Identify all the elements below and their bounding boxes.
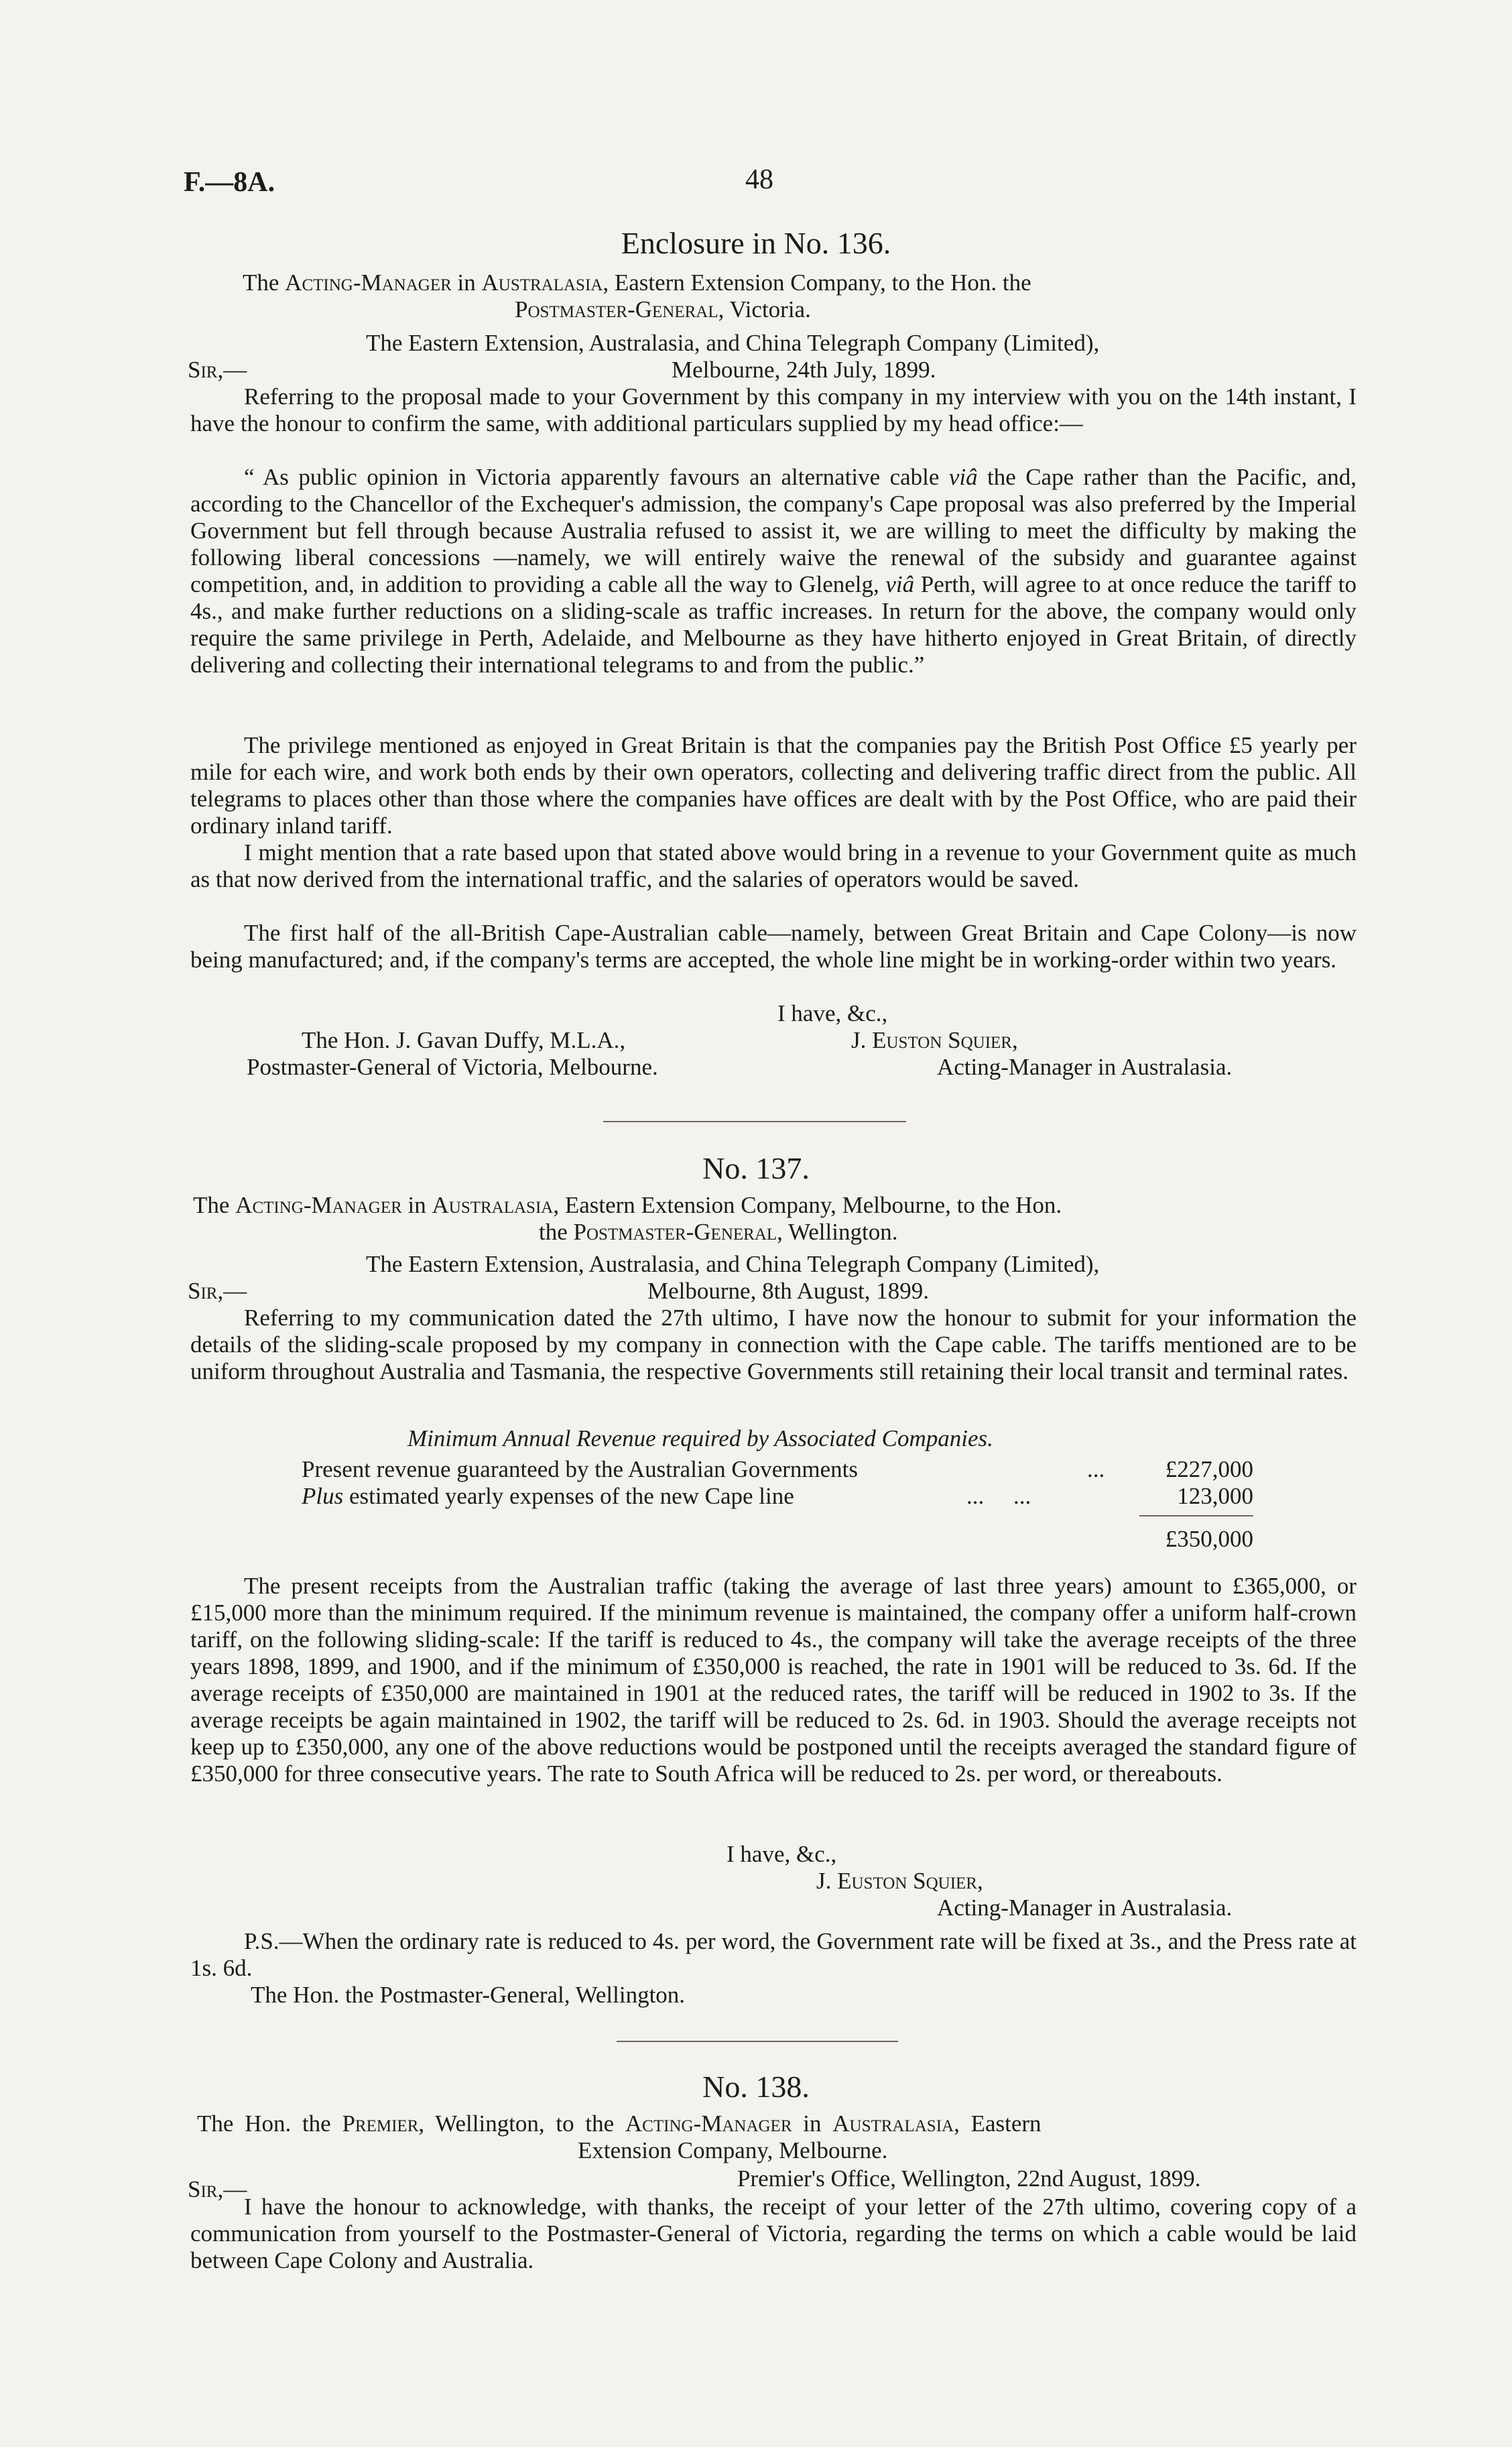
no-137-closing: I have, &c., bbox=[727, 1841, 837, 1867]
no-137-postscript: P.S.—When the ordinary rate is reduced to 4s. per word, the Government rate will be fixed at 3s., and the Press rate at 1s. 6d. bbox=[190, 1928, 1357, 1981]
no-137-place-date: Melbourne, 8th August, 1899. bbox=[647, 1278, 929, 1304]
enclosure-136-signer-title: Acting-Manager in Australasia. bbox=[937, 1054, 1233, 1080]
enclosure-136-heading-line2: Postmaster-General, Victoria. bbox=[515, 296, 811, 322]
enclosure-136-closing: I have, &c., bbox=[777, 1000, 888, 1026]
no-137-heading-line2: the Postmaster-General, Wellington. bbox=[539, 1219, 898, 1245]
no-138-paragraph-1: I have the honour to acknowledge, with thanks, the receipt of your letter of the 27th ultimo, covering copy of a communication from yourself to the Postmaster-General of Victoria, regarding the terms on which a cable would be laid between Cape Colony and Australia. bbox=[190, 2194, 1357, 2273]
enclosure-136-signer: J. Euston Squier, bbox=[851, 1027, 1018, 1053]
no-137-company-line: The Eastern Extension, Australasia, and China Telegraph Company (Limited), bbox=[366, 1251, 1100, 1277]
revenue-row-1-label: Present revenue guaranteed by the Australian Governments bbox=[302, 1456, 859, 1482]
revenue-table-title: Minimum Annual Revenue required by Associated Companies. bbox=[407, 1425, 993, 1451]
no-137-title: No. 137. bbox=[702, 1151, 810, 1185]
enclosure-136-salutation: Sir,— bbox=[188, 357, 247, 383]
enclosure-136-heading-line1: The Acting-Manager in Australasia, Eastern Extension Company, to the Hon. the bbox=[243, 270, 1031, 296]
no-138-heading-line1: The Hon. the Premier, Wellington, to the Acting-Manager in Australasia, Eastern bbox=[197, 2110, 1042, 2137]
no-137-paragraph-1: Referring to my communication dated the 27th ultimo, I have now the honour to submit for your information the details of the sliding-scale proposed by my company in connection with the Cape cable. The tariffs mentioned are to be uniform throughout Australia and Tasmania, the respective Governments still retaining their local transit and terminal rates. bbox=[190, 1305, 1357, 1384]
no-138-place-date: Premier's Office, Wellington, 22nd August, 1899. bbox=[737, 2165, 1201, 2192]
series-label: F.—8A. bbox=[184, 167, 275, 198]
enclosure-136-paragraph-4: I might mention that a rate based upon that stated above would bring in a revenue to your Government quite as much as that now derived from the international traffic, and the salaries of operators would be saved. bbox=[190, 839, 1357, 892]
no-138-heading-line2: Extension Company, Melbourne. bbox=[578, 2137, 888, 2163]
enclosure-136-paragraph-1: Referring to the proposal made to your Government by this company in my interview with you on the 14th instant, I have the honour to confirm the same, with additional particulars supplied by my head office:— bbox=[190, 383, 1357, 436]
no-137-signer-title: Acting-Manager in Australasia. bbox=[937, 1895, 1233, 1921]
enclosure-136-paragraph-5: The first half of the all-British Cape-Australian cable—namely, between Great Britain and Cape Colony—is now being manufactured; and, if the company's terms are accepted, the whole line might be in working-order within two years. bbox=[190, 920, 1357, 973]
no-137-addressee: The Hon. the Postmaster-General, Wellington. bbox=[251, 1982, 686, 2008]
section-divider bbox=[603, 1121, 906, 1122]
enclosure-136-place-date: Melbourne, 24th July, 1899. bbox=[672, 357, 936, 383]
revenue-total-rule bbox=[1139, 1515, 1253, 1516]
no-137-signer: J. Euston Squier, bbox=[816, 1868, 983, 1894]
no-137-paragraph-2: The present receipts from the Australian traffic (taking the average of last three years) amount to £365,000, or £15,000 more than the minimum required. If the minimum revenue is maintained, the company offer a uniform half-crown tariff, on the following sliding-scale: If the tariff is reduced to 4s., the company will take the average receipts of the three years 1898, 1899, and 1900, and if the minimum of £350,000 is reached, the rate in 1901 will be reduced to 3s. 6d. If the average receipts of £350,000 are maintained in 1901 at the reduced rates, the tariff will be reduced in 1902 to 3s. If the average receipts be again maintained in 1902, the tariff will be reduced to 2s. 6d. in 1903. Should the average receipts not keep up to £350,000, any one of the above reductions would be postponed until the receipts averaged the standard figure of £350,000 for three consecutive years. The rate to South Africa will be reduced to 2s. per word, or thereabouts. bbox=[190, 1573, 1357, 1787]
enclosure-136-company-line: The Eastern Extension, Australasia, and China Telegraph Company (Limited), bbox=[366, 330, 1100, 356]
revenue-row-1-leader: ... bbox=[1087, 1456, 1105, 1482]
enclosure-136-addressee-line1: The Hon. J. Gavan Duffy, M.L.A., bbox=[302, 1027, 626, 1053]
no-137-heading-line1: The Acting-Manager in Australasia, Eastern Extension Company, Melbourne, to the Hon. bbox=[193, 1192, 1062, 1218]
page-number: 48 bbox=[745, 164, 773, 195]
enclosure-136-addressee-line2: Postmaster-General of Victoria, Melbourne. bbox=[247, 1054, 658, 1080]
section-divider-2 bbox=[617, 2041, 898, 2042]
revenue-row-2-value: 123,000 bbox=[1177, 1483, 1253, 1509]
revenue-row-1-value: £227,000 bbox=[1165, 1456, 1253, 1482]
enclosure-136-title: Enclosure in No. 136. bbox=[621, 226, 891, 260]
revenue-row-2-label: Plus estimated yearly expenses of the new Cape line bbox=[302, 1483, 794, 1509]
revenue-total: £350,000 bbox=[1165, 1526, 1253, 1552]
no-138-salutation: Sir,— bbox=[188, 2176, 247, 2202]
revenue-row-2-leader: ... ... bbox=[966, 1483, 1031, 1509]
enclosure-136-paragraph-2: “ As public opinion in Victoria apparently favours an alternative cable viâ the Cape rather than the Pacific, and, according to the Chancellor of the Exchequer's admission, the company's Cape proposal was also preferred by the Imperial Government but fell through because Australia refused to assist it, we are willing to meet the difficulty by making the following liberal concessions —namely, we will entirely waive the renewal of the subsidy and guarantee against competition, and, in addition to providing a cable all the way to Glenelg, viâ Perth, will agree to at once reduce the tariff to 4s., and make further reductions on a sliding-scale as traffic increases. In return for the above, the company would only require the same privilege in Perth, Adelaide, and Melbourne as they have hitherto enjoyed in Great Britain, of directly delivering and collecting their international telegrams to and from the public.” bbox=[190, 464, 1357, 678]
enclosure-136-paragraph-3: The privilege mentioned as enjoyed in Great Britain is that the companies pay the British Post Office £5 yearly per mile for each wire, and work both ends by their own operators, collecting and delivering traffic direct from the public. All telegrams to places other than those where the companies have offices are dealt with by the Post Office, who are paid their ordinary inland tariff. bbox=[190, 732, 1357, 839]
no-138-title: No. 138. bbox=[702, 2070, 810, 2104]
no-137-salutation: Sir,— bbox=[188, 1278, 247, 1304]
